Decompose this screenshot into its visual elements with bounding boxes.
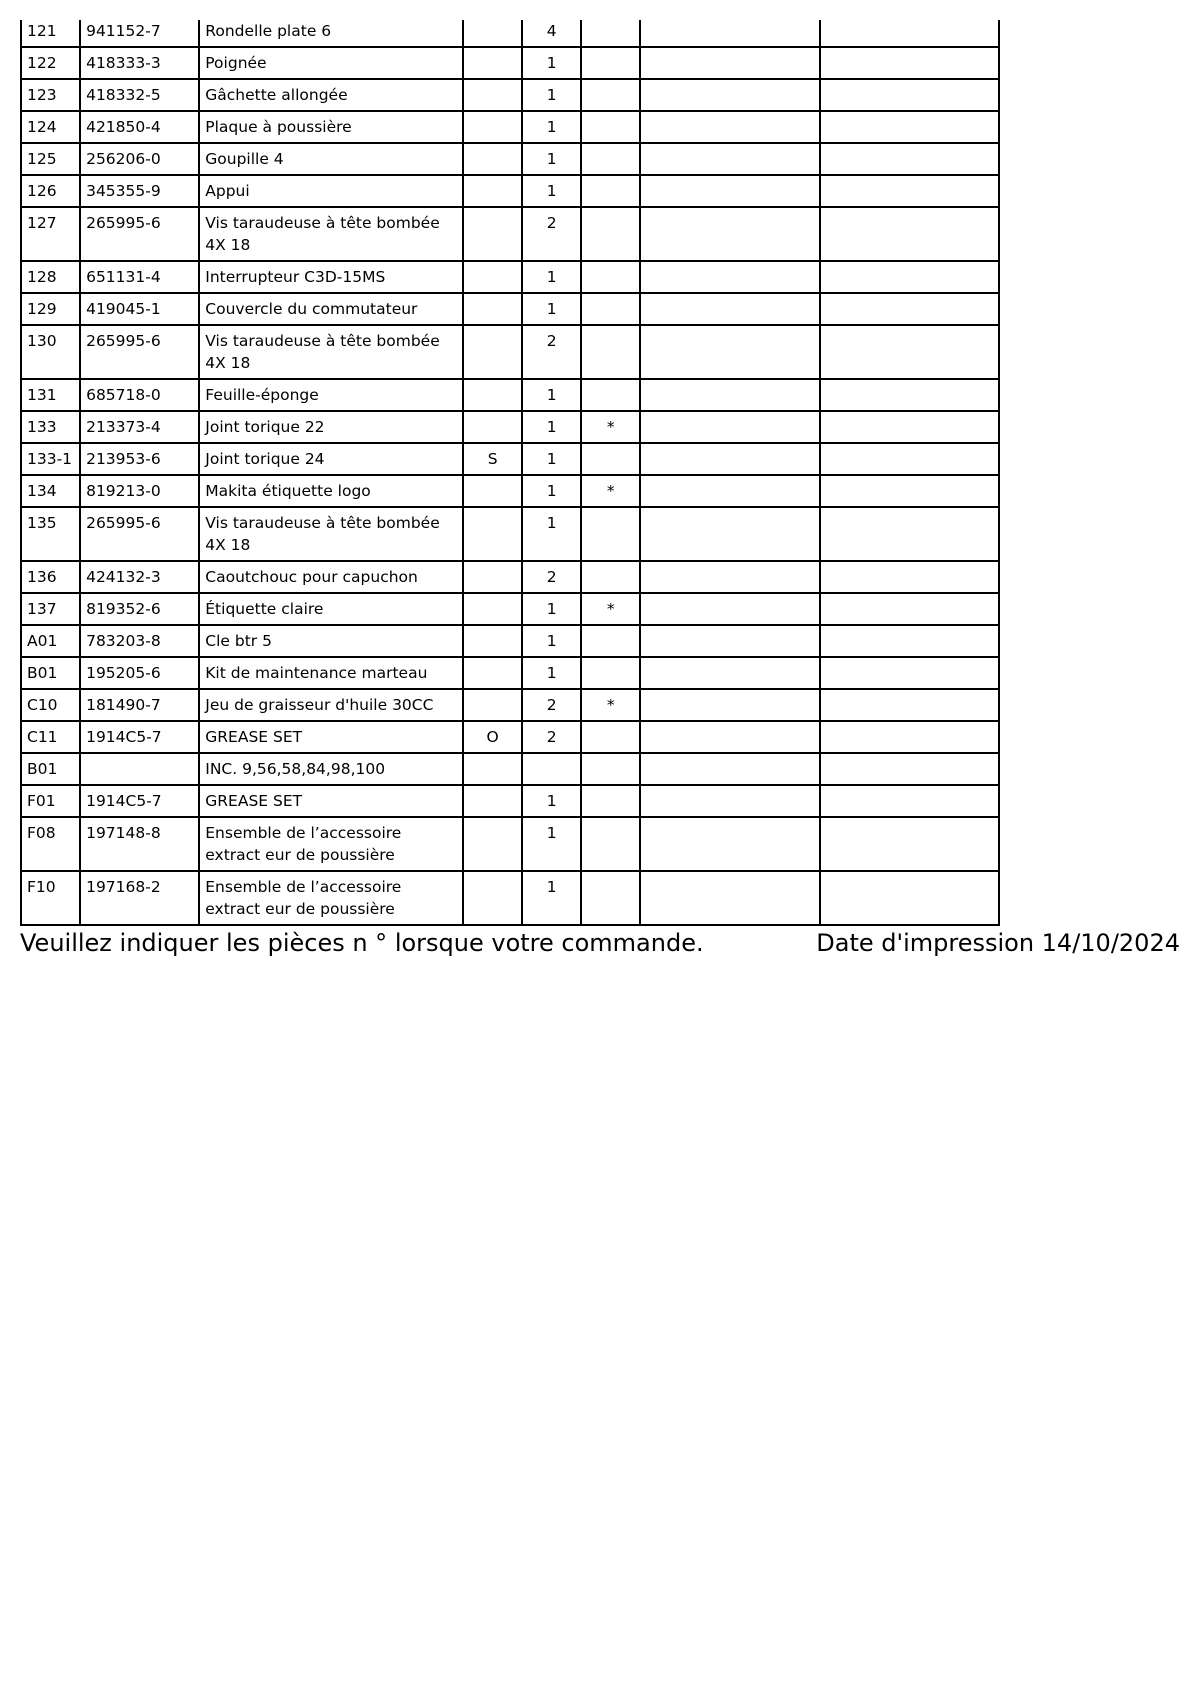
cell-part-number: 685718-0 (80, 379, 199, 411)
cell-quantity: 1 (522, 79, 581, 111)
cell-part-number: 181490-7 (80, 689, 199, 721)
cell-item-number: F01 (21, 785, 80, 817)
cell-part-number: 197148-8 (80, 817, 199, 871)
cell-quantity: 1 (522, 261, 581, 293)
cell-part-number: 418333-3 (80, 47, 199, 79)
cell-description: Kit de maintenance marteau (199, 657, 463, 689)
cell-note-mark (581, 817, 640, 871)
cell-code (463, 20, 522, 47)
cell-blank (640, 785, 819, 817)
table-row (21, 293, 999, 325)
cell-note-mark (581, 657, 640, 689)
cell-part-number: 256206-0 (80, 143, 199, 175)
cell-quantity: 1 (522, 47, 581, 79)
cell-code (463, 79, 522, 111)
cell-description: GREASE SET (199, 785, 463, 817)
table-row (21, 871, 999, 925)
cell-description: Jeu de graisseur d'huile 30CC (199, 689, 463, 721)
cell-blank (820, 175, 999, 207)
cell-blank (820, 79, 999, 111)
cell-item-number: 126 (21, 175, 80, 207)
cell-blank (640, 721, 819, 753)
table-row (21, 817, 999, 871)
cell-note-mark (581, 507, 640, 561)
cell-item-number: 127 (21, 207, 80, 261)
cell-quantity: 1 (522, 175, 581, 207)
cell-description: GREASE SET (199, 721, 463, 753)
cell-description: Vis taraudeuse à tête bombée 4X 18 (199, 325, 463, 379)
cell-description: Cle btr 5 (199, 625, 463, 657)
cell-quantity: 2 (522, 689, 581, 721)
cell-quantity: 1 (522, 293, 581, 325)
cell-item-number: 130 (21, 325, 80, 379)
cell-part-number: 819213-0 (80, 475, 199, 507)
cell-description: Étiquette claire (199, 593, 463, 625)
cell-blank (820, 261, 999, 293)
cell-item-number: F08 (21, 817, 80, 871)
cell-blank (820, 143, 999, 175)
cell-quantity: 2 (522, 325, 581, 379)
cell-note-mark (581, 561, 640, 593)
cell-blank (640, 79, 819, 111)
table-row (21, 689, 999, 721)
table-row (21, 507, 999, 561)
cell-code (463, 785, 522, 817)
cell-blank (820, 593, 999, 625)
table-row (21, 721, 999, 753)
cell-code (463, 753, 522, 785)
cell-part-number: 265995-6 (80, 325, 199, 379)
cell-blank (820, 475, 999, 507)
cell-description: Vis taraudeuse à tête bombée 4X 18 (199, 507, 463, 561)
cell-note-mark (581, 721, 640, 753)
cell-part-number: 265995-6 (80, 207, 199, 261)
cell-note-mark (581, 785, 640, 817)
cell-description: Makita étiquette logo (199, 475, 463, 507)
table-row (21, 657, 999, 689)
table-row (21, 20, 999, 47)
cell-blank (640, 443, 819, 475)
table-row (21, 443, 999, 475)
cell-item-number: 122 (21, 47, 80, 79)
cell-note-mark (581, 871, 640, 925)
table-row (21, 47, 999, 79)
cell-note-mark (581, 143, 640, 175)
cell-blank (820, 561, 999, 593)
cell-item-number: 128 (21, 261, 80, 293)
cell-code (463, 507, 522, 561)
cell-blank (640, 175, 819, 207)
cell-quantity: 1 (522, 817, 581, 871)
cell-part-number: 345355-9 (80, 175, 199, 207)
cell-blank (640, 143, 819, 175)
order-note: Veuillez indiquer les pièces n ° lorsque votre commande. (20, 929, 704, 957)
cell-quantity: 1 (522, 593, 581, 625)
cell-part-number: 213953-6 (80, 443, 199, 475)
cell-description: Caoutchouc pour capuchon (199, 561, 463, 593)
cell-blank (820, 47, 999, 79)
cell-description: Joint torique 24 (199, 443, 463, 475)
cell-blank (640, 293, 819, 325)
cell-code (463, 817, 522, 871)
cell-description: Ensemble de l’accessoire extract eur de poussière (199, 817, 463, 871)
cell-note-mark (581, 625, 640, 657)
cell-description: Poignée (199, 47, 463, 79)
cell-note-mark: * (581, 475, 640, 507)
cell-description: Couvercle du commutateur (199, 293, 463, 325)
cell-part-number (80, 753, 199, 785)
cell-quantity: 1 (522, 111, 581, 143)
table-row (21, 325, 999, 379)
cell-description: Goupille 4 (199, 143, 463, 175)
cell-quantity: 4 (522, 20, 581, 47)
cell-blank (640, 475, 819, 507)
cell-item-number: B01 (21, 657, 80, 689)
cell-quantity (522, 753, 581, 785)
cell-quantity: 1 (522, 657, 581, 689)
cell-note-mark (581, 261, 640, 293)
cell-blank (640, 625, 819, 657)
cell-blank (820, 817, 999, 871)
cell-description: Interrupteur C3D-15MS (199, 261, 463, 293)
cell-note-mark: * (581, 411, 640, 443)
table-row (21, 79, 999, 111)
table-row (21, 143, 999, 175)
cell-note-mark (581, 753, 640, 785)
cell-quantity: 2 (522, 721, 581, 753)
cell-part-number: 265995-6 (80, 507, 199, 561)
cell-blank (820, 753, 999, 785)
cell-item-number: 133-1 (21, 443, 80, 475)
cell-code: S (463, 443, 522, 475)
cell-description: Plaque à poussière (199, 111, 463, 143)
cell-quantity: 2 (522, 561, 581, 593)
cell-quantity: 2 (522, 207, 581, 261)
cell-part-number: 419045-1 (80, 293, 199, 325)
cell-part-number: 651131-4 (80, 261, 199, 293)
table-row (21, 379, 999, 411)
cell-blank (640, 689, 819, 721)
cell-item-number: A01 (21, 625, 80, 657)
cell-blank (640, 379, 819, 411)
cell-description: Ensemble de l’accessoire extract eur de poussière (199, 871, 463, 925)
table-row (21, 175, 999, 207)
cell-blank (640, 20, 819, 47)
cell-code (463, 261, 522, 293)
cell-part-number: 418332-5 (80, 79, 199, 111)
table-row (21, 475, 999, 507)
print-date: Date d'impression 14/10/2024 (816, 929, 1180, 957)
cell-code (463, 325, 522, 379)
parts-table-body (21, 20, 999, 925)
cell-quantity: 1 (522, 411, 581, 443)
cell-code (463, 657, 522, 689)
table-row (21, 625, 999, 657)
cell-description: Feuille-éponge (199, 379, 463, 411)
cell-code (463, 411, 522, 443)
cell-blank (820, 411, 999, 443)
cell-note-mark (581, 79, 640, 111)
table-row (21, 111, 999, 143)
table-row (21, 561, 999, 593)
cell-blank (820, 507, 999, 561)
cell-note-mark (581, 175, 640, 207)
cell-part-number: 421850-4 (80, 111, 199, 143)
cell-blank (640, 411, 819, 443)
cell-blank (820, 689, 999, 721)
cell-description: Joint torique 22 (199, 411, 463, 443)
cell-quantity: 1 (522, 871, 581, 925)
cell-blank (640, 753, 819, 785)
cell-blank (820, 657, 999, 689)
cell-part-number: 1914C5-7 (80, 785, 199, 817)
cell-code (463, 175, 522, 207)
cell-code (463, 293, 522, 325)
cell-quantity: 1 (522, 379, 581, 411)
cell-part-number: 1914C5-7 (80, 721, 199, 753)
cell-blank (820, 721, 999, 753)
table-row (21, 261, 999, 293)
cell-code (463, 871, 522, 925)
cell-code (463, 593, 522, 625)
cell-item-number: C11 (21, 721, 80, 753)
cell-code (463, 379, 522, 411)
cell-item-number: 123 (21, 79, 80, 111)
cell-blank (820, 293, 999, 325)
cell-code: O (463, 721, 522, 753)
cell-code (463, 475, 522, 507)
cell-quantity: 1 (522, 507, 581, 561)
cell-quantity: 1 (522, 143, 581, 175)
cell-item-number: 137 (21, 593, 80, 625)
cell-item-number: C10 (21, 689, 80, 721)
cell-part-number: 197168-2 (80, 871, 199, 925)
cell-blank (820, 111, 999, 143)
cell-code (463, 625, 522, 657)
cell-item-number: 125 (21, 143, 80, 175)
cell-item-number: 129 (21, 293, 80, 325)
cell-blank (640, 657, 819, 689)
cell-note-mark (581, 207, 640, 261)
cell-blank (640, 47, 819, 79)
cell-blank (640, 325, 819, 379)
cell-blank (820, 207, 999, 261)
cell-item-number: 134 (21, 475, 80, 507)
cell-code (463, 561, 522, 593)
cell-blank (640, 507, 819, 561)
cell-blank (820, 20, 999, 47)
cell-blank (820, 379, 999, 411)
cell-description: Appui (199, 175, 463, 207)
cell-item-number: 133 (21, 411, 80, 443)
cell-item-number: 131 (21, 379, 80, 411)
cell-quantity: 1 (522, 625, 581, 657)
cell-item-number: F10 (21, 871, 80, 925)
cell-code (463, 47, 522, 79)
cell-blank (820, 785, 999, 817)
cell-item-number: B01 (21, 753, 80, 785)
cell-note-mark (581, 293, 640, 325)
cell-note-mark: * (581, 593, 640, 625)
table-row (21, 411, 999, 443)
cell-blank (820, 325, 999, 379)
table-row (21, 593, 999, 625)
cell-part-number: 424132-3 (80, 561, 199, 593)
cell-description: Gâchette allongée (199, 79, 463, 111)
cell-part-number: 195205-6 (80, 657, 199, 689)
cell-note-mark (581, 111, 640, 143)
cell-note-mark (581, 325, 640, 379)
cell-item-number: 135 (21, 507, 80, 561)
cell-code (463, 111, 522, 143)
cell-quantity: 1 (522, 443, 581, 475)
cell-note-mark (581, 379, 640, 411)
cell-note-mark: * (581, 689, 640, 721)
cell-item-number: 121 (21, 20, 80, 47)
cell-blank (820, 625, 999, 657)
cell-code (463, 143, 522, 175)
cell-quantity: 1 (522, 475, 581, 507)
cell-note-mark (581, 443, 640, 475)
table-row (21, 753, 999, 785)
cell-part-number: 819352-6 (80, 593, 199, 625)
cell-description: INC. 9,56,58,84,98,100 (199, 753, 463, 785)
table-row (21, 207, 999, 261)
cell-blank (820, 443, 999, 475)
cell-note-mark (581, 47, 640, 79)
cell-description: Rondelle plate 6 (199, 20, 463, 47)
cell-quantity: 1 (522, 785, 581, 817)
cell-item-number: 124 (21, 111, 80, 143)
cell-blank (640, 561, 819, 593)
cell-description: Vis taraudeuse à tête bombée 4X 18 (199, 207, 463, 261)
cell-blank (640, 593, 819, 625)
cell-part-number: 213373-4 (80, 411, 199, 443)
table-row (21, 785, 999, 817)
cell-blank (640, 261, 819, 293)
cell-blank (640, 207, 819, 261)
cell-blank (820, 871, 999, 925)
cell-blank (640, 111, 819, 143)
cell-note-mark (581, 20, 640, 47)
cell-code (463, 689, 522, 721)
cell-blank (640, 817, 819, 871)
cell-blank (640, 871, 819, 925)
cell-item-number: 136 (21, 561, 80, 593)
cell-code (463, 207, 522, 261)
parts-table (20, 20, 1000, 926)
cell-part-number: 783203-8 (80, 625, 199, 657)
cell-part-number: 941152-7 (80, 20, 199, 47)
